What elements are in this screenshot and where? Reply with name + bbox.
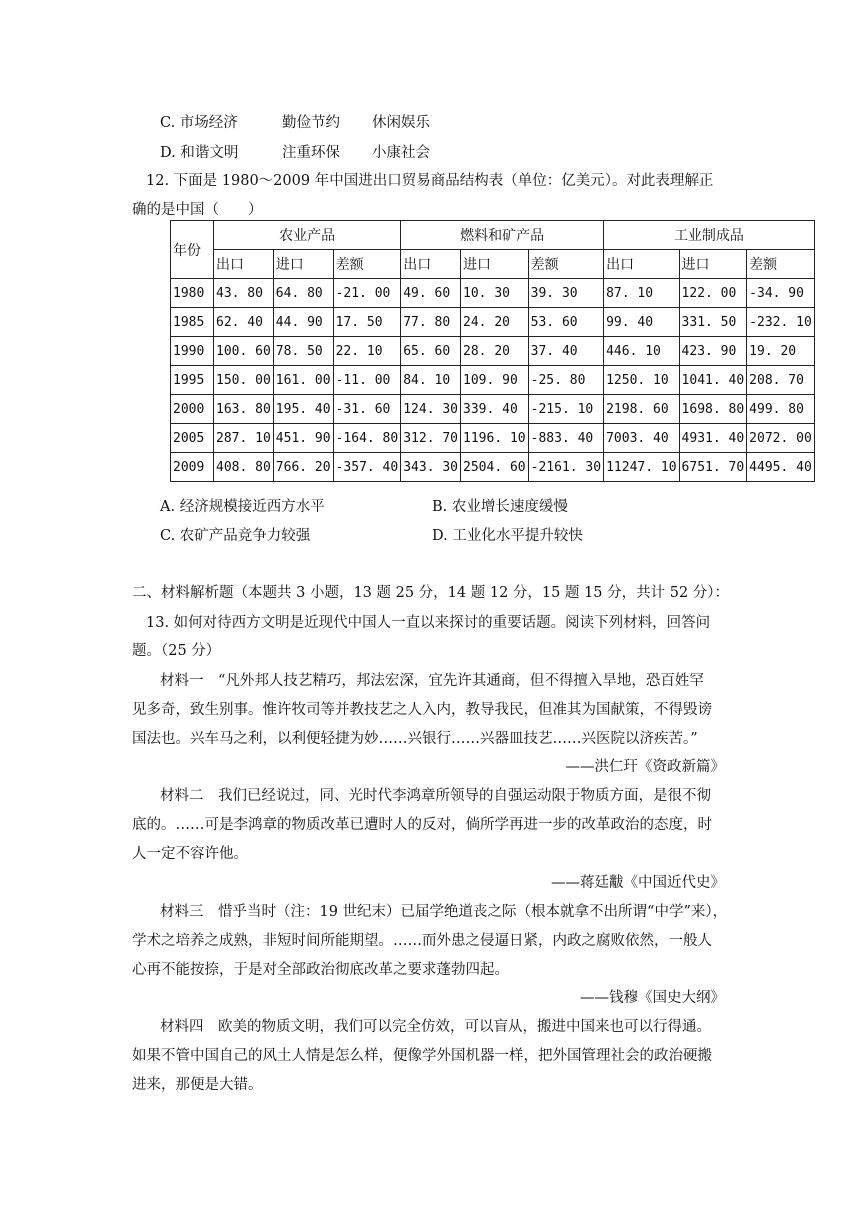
- q11-option-c-label: C. 市场经济: [160, 115, 238, 131]
- q11-option-c: [160, 113, 430, 133]
- value-cell: 446. 10: [604, 337, 679, 366]
- value-cell: 451. 90: [273, 424, 333, 453]
- value-cell: 44. 90: [273, 308, 333, 337]
- value-cell: 163. 80: [214, 395, 274, 424]
- value-cell: 62. 40: [214, 308, 274, 337]
- value-cell: 1041. 40: [679, 366, 747, 395]
- table-row: [171, 337, 815, 366]
- year-header: 年份: [171, 221, 214, 279]
- year-cell: 1995: [171, 366, 214, 395]
- table-row: [171, 308, 815, 337]
- value-cell: 2198. 60: [604, 395, 679, 424]
- table-header-row: [171, 221, 815, 250]
- value-cell: 64. 80: [273, 279, 333, 308]
- material1-line: 见多奇，致生别事。惟许牧司等并教技艺之人入内，教导我民，但准其为国献策，不得毁谤: [132, 702, 712, 718]
- year-cell: 1990: [171, 337, 214, 366]
- value-cell: 2504. 60: [461, 453, 529, 482]
- value-cell: 150. 00: [214, 366, 274, 395]
- value-cell: 11247. 10: [604, 453, 679, 482]
- value-cell: -21. 00: [333, 279, 401, 308]
- value-cell: 28. 20: [461, 337, 529, 366]
- table-row: [171, 453, 815, 482]
- table-row: [171, 395, 815, 424]
- material1-line: 材料一 “凡外邦人技艺精巧，邦法宏深，宜先许其通商，但不得擅入旱地，恐百姓罕: [160, 673, 704, 689]
- q11-option-d: [160, 143, 430, 163]
- value-cell: 331. 50: [679, 308, 747, 337]
- subheader-cell: 进口: [273, 250, 333, 279]
- subheader-cell: 差额: [747, 250, 815, 279]
- value-cell: 2072. 00: [747, 424, 815, 453]
- value-cell: 109. 90: [461, 366, 529, 395]
- value-cell: 43. 80: [214, 279, 274, 308]
- material4-line: 如果不管中国自己的风土人情是怎么样，便像学外国机器一样，把外国管理社会的政治硬搬: [132, 1048, 712, 1064]
- subheader-cell: 差额: [528, 250, 603, 279]
- value-cell: 65. 60: [401, 337, 461, 366]
- material1-source: ——洪仁玕《资政新篇》: [565, 759, 725, 775]
- q12-option-c: C. 农矿产品竞争力较强: [160, 528, 311, 544]
- value-cell: -31. 60: [333, 395, 401, 424]
- table-row: [171, 424, 815, 453]
- value-cell: 499. 80: [747, 395, 815, 424]
- table-row: [171, 279, 815, 308]
- value-cell: 39. 30: [528, 279, 603, 308]
- value-cell: 1196. 10: [461, 424, 529, 453]
- value-cell: 122. 00: [679, 279, 747, 308]
- value-cell: 161. 00: [273, 366, 333, 395]
- value-cell: 53. 60: [528, 308, 603, 337]
- value-cell: 100. 60: [214, 337, 274, 366]
- subheader-cell: 出口: [604, 250, 679, 279]
- value-cell: 408. 80: [214, 453, 274, 482]
- value-cell: 343. 30: [401, 453, 461, 482]
- value-cell: -34. 90: [747, 279, 815, 308]
- value-cell: -215. 10: [528, 395, 603, 424]
- value-cell: 10. 30: [461, 279, 529, 308]
- value-cell: 766. 20: [273, 453, 333, 482]
- value-cell: 195. 40: [273, 395, 333, 424]
- group-header-fuel-mineral: 燃料和矿产品: [401, 221, 604, 250]
- material4-line: 材料四 欧美的物质文明，我们可以完全仿效，可以盲从，搬进中国来也可以行得通。: [160, 1019, 711, 1035]
- q11-option-d-label: D. 和谐文明: [160, 145, 239, 161]
- value-cell: 84. 10: [401, 366, 461, 395]
- value-cell: 124. 30: [401, 395, 461, 424]
- year-cell: 2009: [171, 453, 214, 482]
- table-row: [171, 366, 815, 395]
- material3-line: 心再不能按捺，于是对全部政治彻底改革之要求蓬勃四起。: [132, 962, 509, 978]
- value-cell: 49. 60: [401, 279, 461, 308]
- material3-source: ——钱穆《国史大纲》: [580, 990, 725, 1006]
- material2-line: 人一定不容许他。: [132, 846, 248, 862]
- q11-option-d-b: 注重环保: [282, 145, 340, 161]
- value-cell: 87. 10: [604, 279, 679, 308]
- value-cell: 22. 10: [333, 337, 401, 366]
- value-cell: 19. 20: [747, 337, 815, 366]
- q12-stem-line1: 12. 下面是 1980～2009 年中国进出口贸易商品结构表（单位：亿美元）。对此表理解正: [146, 173, 714, 189]
- q12-option-a: A. 经济规模接近西方水平: [160, 499, 325, 515]
- value-cell: 99. 40: [604, 308, 679, 337]
- year-cell: 1985: [171, 308, 214, 337]
- group-header-agri: 农业产品: [214, 221, 401, 250]
- table-subheader-row: [171, 250, 815, 279]
- value-cell: 4495. 40: [747, 453, 815, 482]
- subheader-cell: 进口: [461, 250, 529, 279]
- value-cell: 78. 50: [273, 337, 333, 366]
- q13-stem-line2: 题。（25 分）: [132, 643, 221, 659]
- value-cell: 1698. 80: [679, 395, 747, 424]
- value-cell: -25. 80: [528, 366, 603, 395]
- q11-option-c-b: 勤俭节约: [282, 115, 340, 131]
- q12-option-b: B. 农业增长速度缓慢: [432, 499, 568, 515]
- material2-line: 材料二 我们已经说过，同、光时代李鸿章所领导的自强运动限于物质方面，是很不彻: [160, 788, 711, 804]
- subheader-cell: 差额: [333, 250, 401, 279]
- value-cell: -2161. 30: [528, 453, 603, 482]
- value-cell: -357. 40: [333, 453, 401, 482]
- q12-stem-line2: 确的是中国（ ）: [132, 202, 263, 218]
- value-cell: 1250. 10: [604, 366, 679, 395]
- value-cell: 24. 20: [461, 308, 529, 337]
- material2-source: ——蒋廷黻《中国近代史》: [551, 875, 725, 891]
- material4-line: 进来，那便是大错。: [132, 1077, 263, 1093]
- year-cell: 1980: [171, 279, 214, 308]
- year-cell: 2000: [171, 395, 214, 424]
- value-cell: 423. 90: [679, 337, 747, 366]
- year-cell: 2005: [171, 424, 214, 453]
- value-cell: 17. 50: [333, 308, 401, 337]
- value-cell: -232. 10: [747, 308, 815, 337]
- value-cell: 4931. 40: [679, 424, 747, 453]
- value-cell: 287. 10: [214, 424, 274, 453]
- q13-stem-line1: 13. 如何对待西方文明是近现代中国人一直以来探讨的重要话题。阅读下列材料，回答问: [146, 615, 711, 631]
- subheader-cell: 进口: [679, 250, 747, 279]
- value-cell: -11. 00: [333, 366, 401, 395]
- group-header-manufactured: 工业制成品: [604, 221, 815, 250]
- value-cell: 312. 70: [401, 424, 461, 453]
- value-cell: 339. 40: [461, 395, 529, 424]
- value-cell: 208. 70: [747, 366, 815, 395]
- material1-line: 国法也。兴车马之利，以利便轻捷为妙……兴银行……兴器皿技艺……兴医院以济疾苦。”: [132, 731, 698, 747]
- subheader-cell: 出口: [401, 250, 461, 279]
- value-cell: 6751. 70: [679, 453, 747, 482]
- table-body: [171, 279, 815, 482]
- material3-line: 材料三 惜乎当时（注：19 世纪末）已届学绝道丧之际（根本就拿不出所谓“中学”来），: [160, 904, 728, 920]
- q12-option-d: D. 工业化水平提升较快: [432, 528, 583, 544]
- subheader-cell: 出口: [214, 250, 274, 279]
- value-cell: 77. 80: [401, 308, 461, 337]
- material3-line: 学术之培养之成熟，非短时间所能期望。……而外患之侵逼日紧，内政之腐败依然，一般人: [132, 933, 712, 949]
- section2-heading: 二、材料解析题（本题共 3 小题，13 题 25 分，14 题 12 分，15 题 15 分，共计 52 分）：: [132, 585, 730, 601]
- material2-line: 底的。……可是李鸿章的物质改革已遭时人的反对，倘所学再进一步的改革政治的态度，时: [132, 817, 712, 833]
- value-cell: 37. 40: [528, 337, 603, 366]
- value-cell: -883. 40: [528, 424, 603, 453]
- q11-option-d-c: 小康社会: [372, 145, 430, 161]
- value-cell: -164. 80: [333, 424, 401, 453]
- trade-structure-table: [170, 220, 815, 482]
- value-cell: 7003. 40: [604, 424, 679, 453]
- q11-option-c-c: 休闲娱乐: [372, 115, 430, 131]
